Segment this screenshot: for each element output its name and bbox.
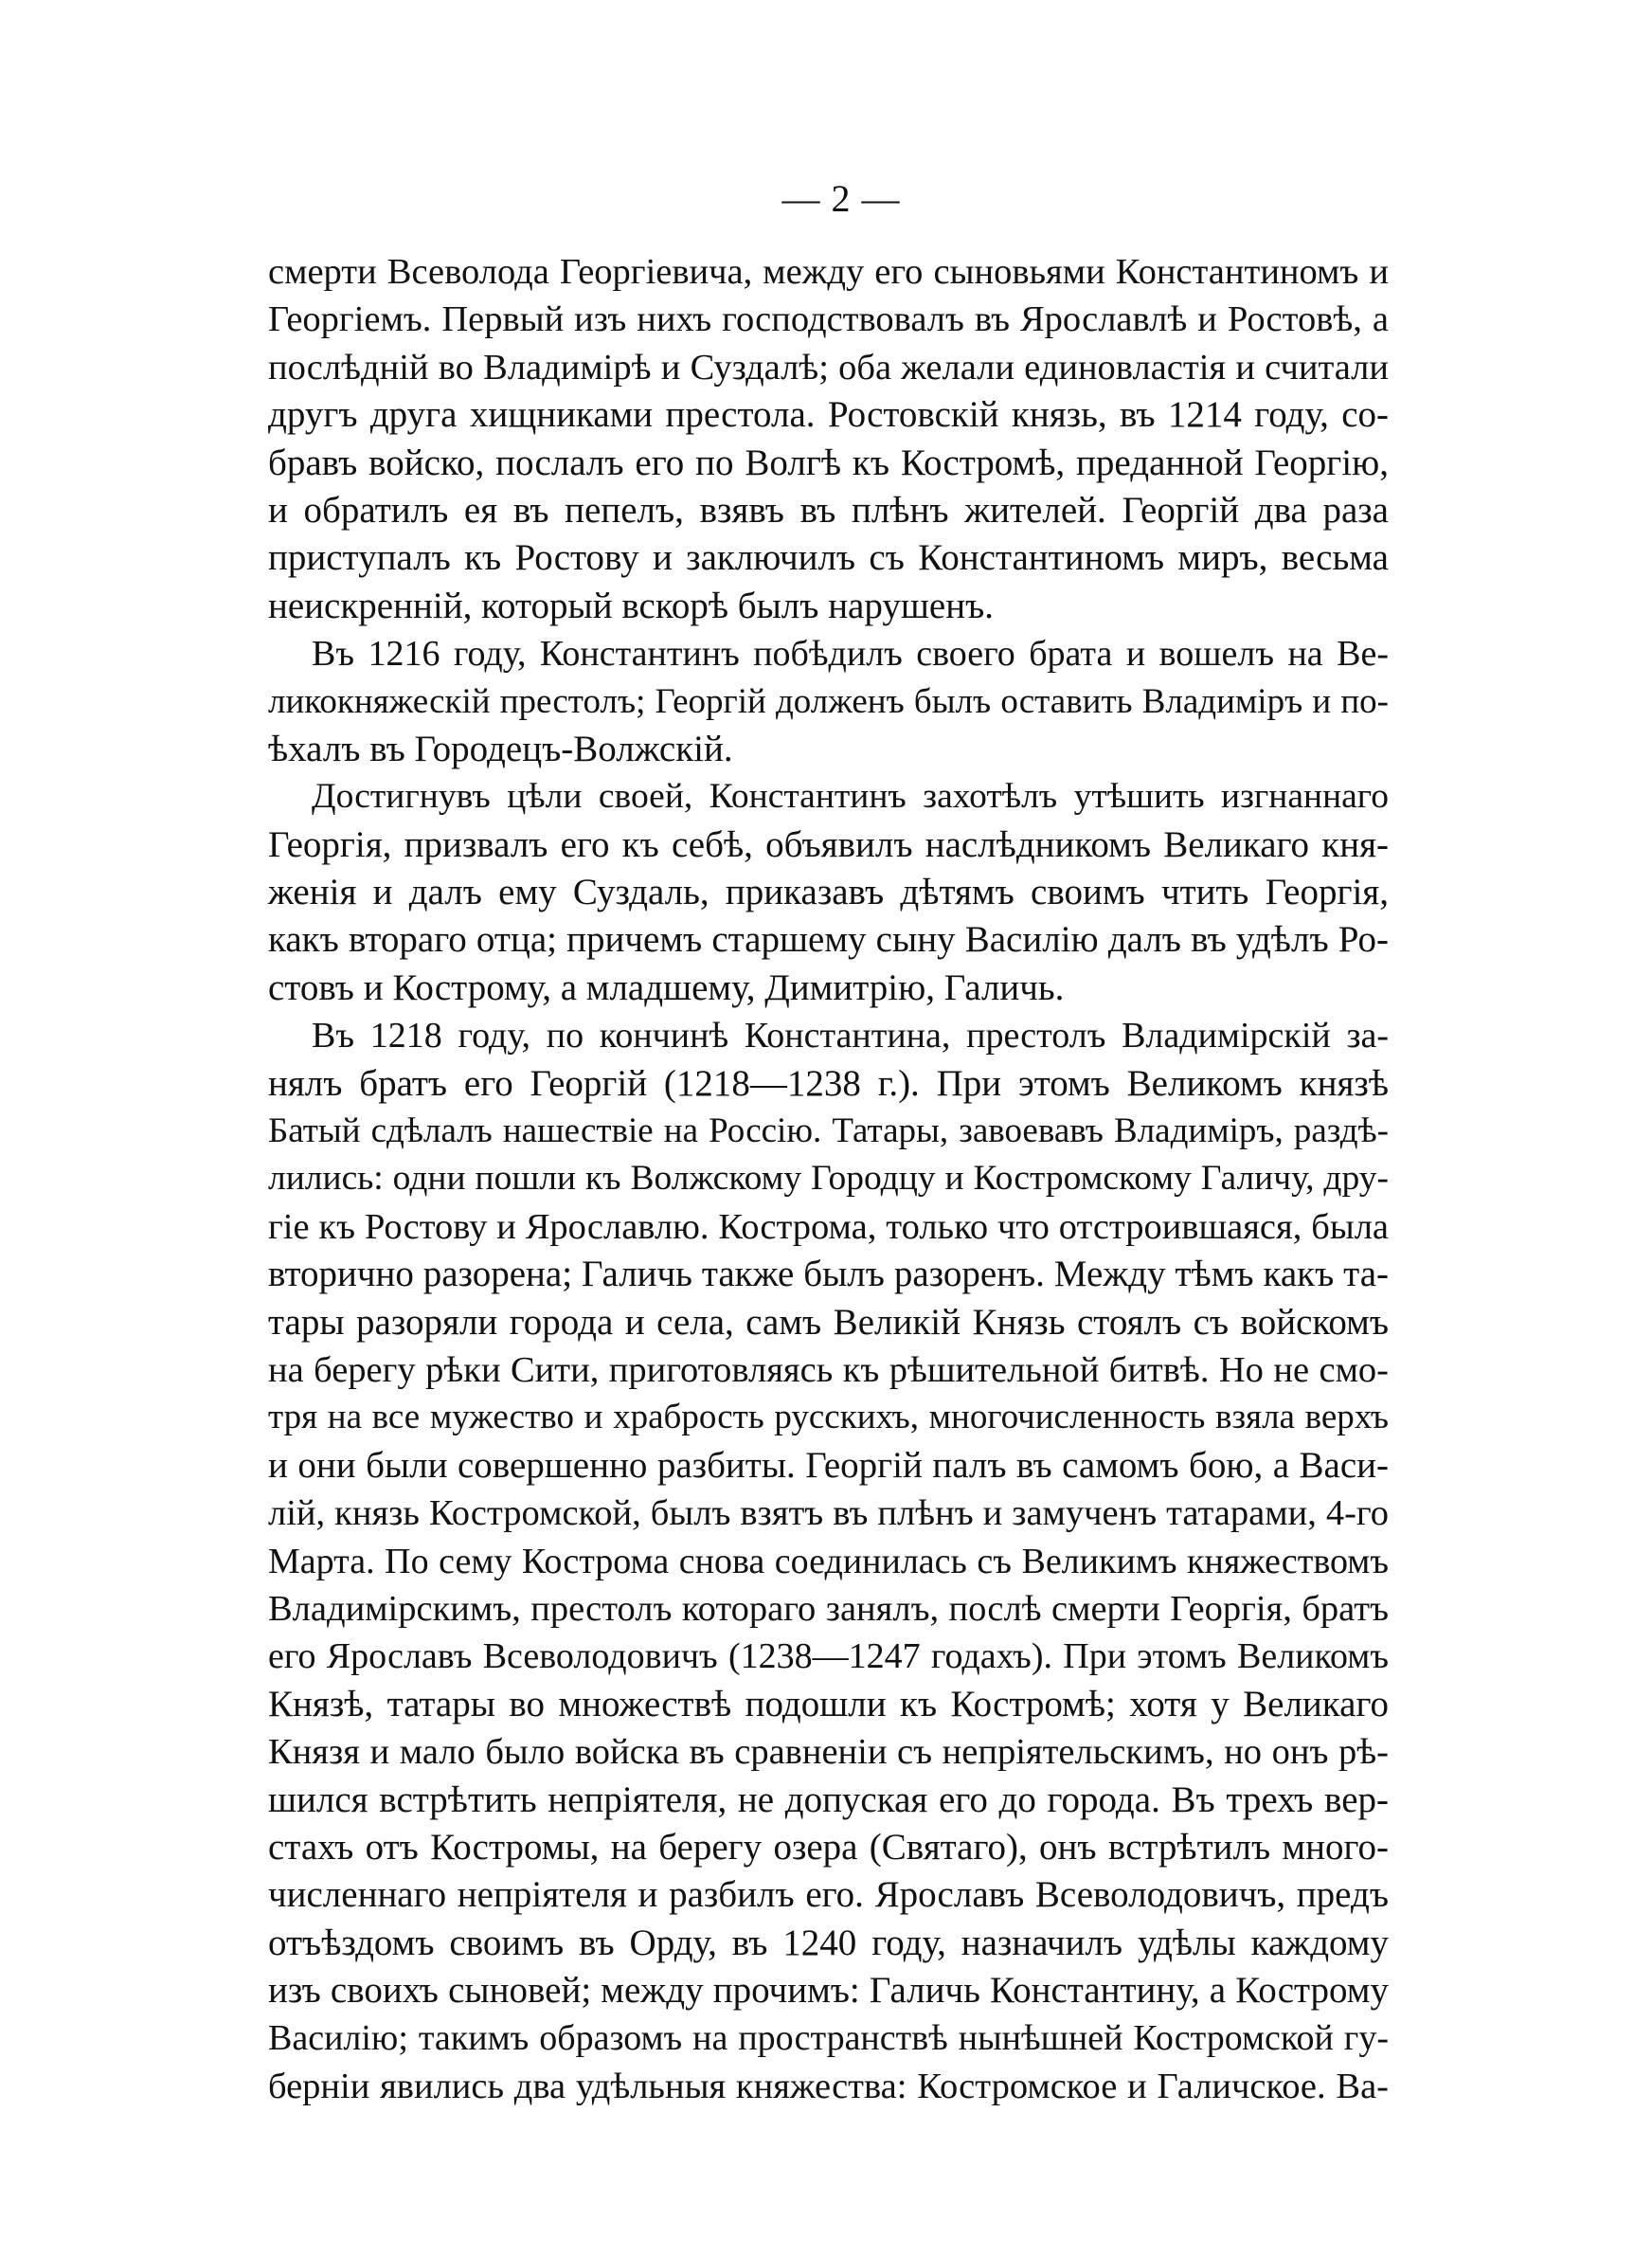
text-line: изъ своихъ сыновей; между прочимъ: Галичь Константину, а Кострому [268,1970,1389,2012]
text-line: тря на все мужество и храбрость русскихъ, многочисленность взяла верхъ [268,1398,1389,1437]
text-line: Князѣ, татары во множествѣ подошли къ Костромѣ; хотя у Великаго [268,1683,1389,1724]
text-line: какъ втораго отца; причемъ старшему сыну Василію далъ въ удѣлъ Ро- [268,919,1389,961]
text-line: ликокняжескій престолъ; Георгій долженъ былъ оставить Владиміръ и по- [268,681,1389,721]
text-line: Въ 1218 году, по кончинѣ Константина, престолъ Владимірскій за- [312,1016,1389,1056]
text-line: послѣдній во Владимірѣ и Суздалѣ; оба желали единовластія и считали [268,347,1389,388]
text-line: Марта. По сему Кострома снова соединилась съ Великимъ княжествомъ [268,1541,1389,1581]
text-line: Князя и мало было войска въ сравненіи съ непріятельскимъ, но онъ рѣ- [268,1732,1389,1773]
body-text [268,248,1389,2110]
text-line: и они были совершенно разбиты. Георгій палъ въ самомъ бою, а Васи- [268,1444,1389,1486]
text-line: Василію; такимъ образомъ на пространствѣ нынѣшней Костромской гу- [268,2018,1389,2059]
text-line: численнаго непріятеля и разбилъ его. Ярославъ Всеволодовичъ, предъ [268,1874,1389,1916]
page-number: — 2 — [781,177,901,220]
text-line: отъѣздомъ своимъ въ Орду, въ 1240 году, назначилъ удѣлы каждому [268,1922,1389,1963]
paragraph-3 [268,773,1389,1012]
paragraph-2 [268,630,1389,773]
text-line: на берегу рѣки Сити, приготовляясь къ рѣшительной битвѣ. Но не смо- [268,1349,1389,1390]
text-line: шился встрѣтить непріятеля, не допуская его до города. Въ трехъ вер- [268,1779,1389,1820]
text-line: другъ друга хищниками престола. Ростовскій князь, въ 1214 году, со- [268,394,1389,436]
paragraph-1 [268,248,1389,630]
text-line: и обратилъ ея въ пепелъ, взявъ въ плѣнъ жителей. Георгій два раза [268,489,1389,531]
text-line: бравъ войско, послалъ его по Волгѣ къ Костромѣ, преданной Георгію, [268,442,1389,483]
text-line: Георгія, призвалъ его къ себѣ, объявилъ наслѣдникомъ Великаго кня- [268,823,1389,865]
text-line: женія и далъ ему Суздаль, приказавъ дѣтямъ своимъ чтить Георгія, [268,872,1389,913]
text-line: Въ 1216 году, Константинъ побѣдилъ своего брата и вошелъ на Ве- [312,634,1389,675]
text-line: стовъ и Кострому, а младшему, Димитрію, Галичь. [268,966,1065,1008]
text-line: смерти Всеволода Георгіевича, между его сыновьями Константиномъ и [268,252,1389,292]
text-line: гіе къ Ростову и Ярославлю. Кострома, только что отстроившаяся, была [268,1206,1389,1247]
text-line: берніи явились два удѣльныя княжества: Костромское и Галичское. Ва- [268,2066,1389,2106]
text-line: лій, князь Костромской, былъ взятъ въ плѣнъ и замученъ татарами, 4-го [268,1493,1389,1534]
text-line: ѣхалъ въ Городецъ-Волжскій. [268,728,733,769]
text-line: Владимірскимъ, престолъ котораго занялъ, послѣ смерти Георгія, братъ [268,1588,1389,1629]
text-line: стахъ отъ Костромы, на берегу озера (Святаго), онъ встрѣтилъ много- [268,1826,1389,1868]
text-line: лились: одни пошли къ Волжскому Городцу и Костромскому Галичу, дру- [268,1159,1389,1199]
text-line: тары разоряли города и села, самъ Великій Князь стоялъ съ войскомъ [268,1301,1389,1343]
text-line: неискренній, который вскорѣ былъ нарушенъ. [268,585,994,626]
text-line: вторично разорена; Галичь также былъ разоренъ. Между тѣмъ какъ та- [268,1254,1389,1295]
text-line: приступалъ къ Ростову и заключилъ съ Константиномъ миръ, весьма [268,537,1389,579]
text-line: его Ярославъ Всеволодовичъ (1238—1247 годахъ). При этомъ Великомъ [268,1636,1389,1677]
text-line: Батый сдѣлалъ нашествіе на Россію. Татары, завоевавъ Владиміръ, раздѣ- [268,1111,1389,1151]
text-line: нялъ братъ его Георгій (1218—1238 г.). При этомъ Великомъ князѣ [268,1062,1389,1104]
text-line: Достигнувъ цѣли своей, Константинъ захотѣлъ утѣшить изгнаннаго [312,777,1389,817]
paragraph-4 [268,1012,1389,2110]
text-line: Георгіемъ. Первый изъ нихъ господствовалъ въ Ярославлѣ и Ростовѣ, а [268,299,1389,340]
